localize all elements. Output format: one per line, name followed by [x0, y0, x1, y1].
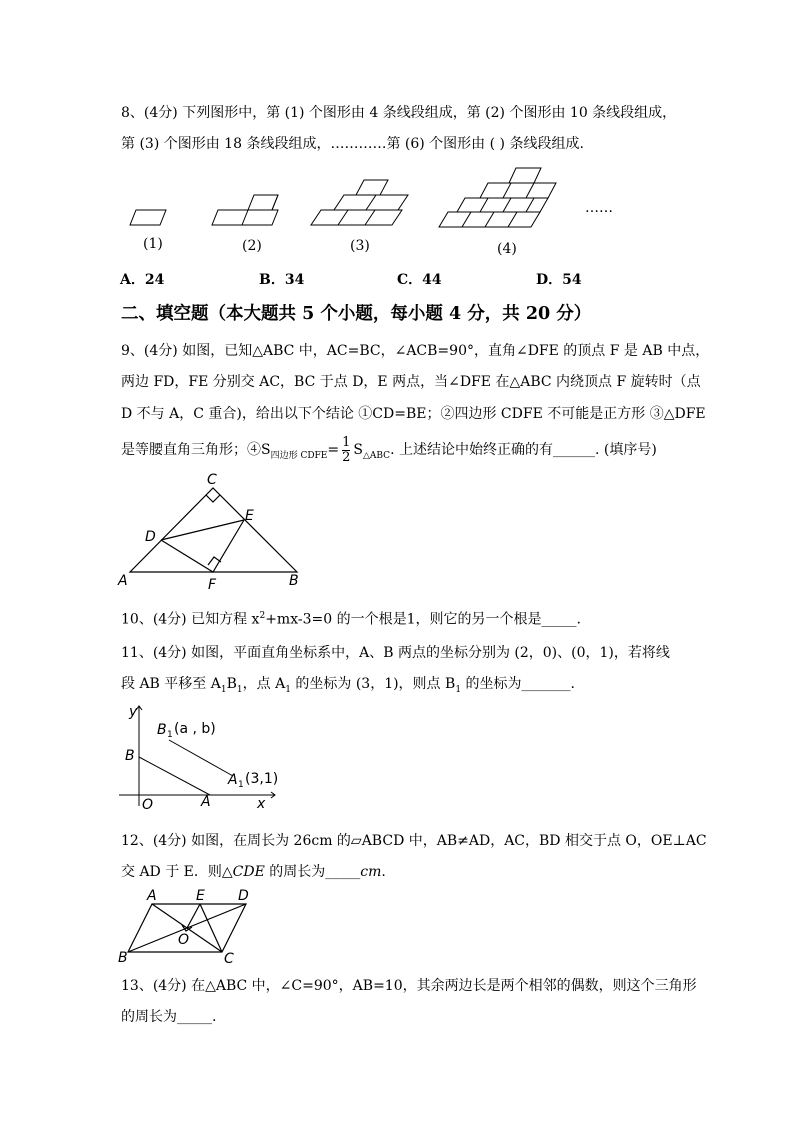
q9-triangle-figure — [115, 470, 315, 592]
q12-label-o: O — [178, 932, 190, 948]
q12-label-a: A — [147, 888, 157, 904]
q10-b: +mx-3=0 的一个根是1，则它的另一个根是_____. — [265, 611, 581, 628]
q8-figures — [120, 170, 640, 260]
q9-line3: D 不与 A，C 重合)，给出以下个结论 ①CD=BE；②四边形 CDFE 不可能是正方形 ③△DFE — [121, 406, 706, 422]
q9-label-b: B — [289, 573, 299, 589]
q8-ellipsis: …… — [585, 200, 613, 216]
q8-line1: 8、(4分) 下列图形中，第 (1) 个图形由 4 条线段组成，第 (2) 个图形由 10 条线段组成， — [121, 105, 677, 121]
q11-line1: 11、(4分) 如图，平面直角坐标系中，A、B 两点的坐标分别为 (2，0)、(0，1)，若将线 — [121, 645, 670, 661]
q9-frac-den: 2 — [342, 449, 351, 465]
q8-option-a: A．24 — [120, 272, 165, 288]
q9-line4-b: . 上述结论中始终正确的有______. (填序号) — [390, 442, 657, 458]
q11-coordinate-figure — [115, 700, 285, 812]
q8-fig4-label: (4) — [497, 241, 517, 257]
q11-label-b: B — [125, 748, 135, 764]
q11-label-a: A — [201, 794, 211, 810]
section-heading: 二、填空题（本大题共 5 个小题，每小题 4 分，共 20 分） — [121, 304, 592, 324]
q11-l2-b: B — [226, 676, 237, 692]
q8-option-b: B．34 — [259, 272, 305, 288]
q8-fig3-label: (3) — [350, 238, 370, 254]
q8-fig1-shape — [130, 210, 166, 225]
q11-label-o: O — [142, 797, 154, 813]
q11-line2 — [121, 674, 575, 700]
q12-l2-b: 的周长为_____ — [264, 864, 361, 880]
q11-l2-s2: 1 — [236, 684, 243, 695]
q9-line4-sub: 四边形 CDFE — [270, 450, 328, 461]
q8-option-c: C．44 — [397, 272, 442, 288]
q9-label-a: A — [118, 573, 128, 589]
q11-l2-s4: 1 — [455, 684, 462, 695]
q12-label-d: D — [238, 888, 249, 904]
q13-line2: 的周长为_____. — [121, 1009, 217, 1025]
q9-right-angle-f — [208, 557, 221, 565]
q10-sup: 2 — [259, 611, 266, 621]
q9-line4 — [121, 433, 657, 473]
q8-line2: 第 (3) 个图形由 18 条线段组成，…………第 (6) 个图形由 ( ) 条线段组成. — [121, 136, 584, 152]
q9-line4-eq: = — [327, 442, 340, 458]
q12-l2-c: . — [381, 864, 386, 880]
q11-label-b1-coord: (a , b) — [174, 721, 216, 737]
q8-option-d: D．54 — [536, 272, 582, 288]
q12-l2-a: 交 AD 于 E．则△ — [121, 864, 233, 880]
q11-l2-c: ，点 A — [242, 676, 286, 692]
q12-segment-oe — [187, 904, 200, 928]
q11-label-y: y — [129, 704, 138, 720]
q9-right-angle-c — [206, 495, 220, 502]
q9-line4-a: 是等腰直角三角形；④S — [121, 442, 271, 458]
q11-label-a1-coord: (3,1) — [245, 771, 279, 787]
q11-segment-a1b1 — [169, 740, 233, 776]
q11-l2-d: 的坐标为 (3，1)，则点 B — [290, 676, 456, 692]
q8-fig3-shape — [311, 180, 408, 225]
q12-l2-cm: cm — [360, 864, 382, 880]
q12-label-b: B — [118, 950, 128, 966]
q9-label-e: E — [245, 508, 254, 524]
q11-l2-e: 的坐标为_______. — [461, 676, 575, 692]
q9-segment-de — [161, 520, 244, 540]
q8-fig2-label: (2) — [242, 238, 262, 254]
q9-line1: 9、(4分) 如图，已知△ABC 中，AC=BC，∠ACB=90°，直角∠DFE 的顶点 F 是 AB 中点， — [121, 343, 710, 359]
q12-line1: 12、(4分) 如图，在周长为 26cm 的▱ABCD 中，AB≠AD，AC，BD 相交于点 O，OE⊥AC — [121, 833, 707, 849]
q11-label-a1: A — [228, 772, 238, 788]
q11-label-b1-sub: 1 — [167, 730, 173, 740]
q11-label-b1: B — [157, 722, 167, 738]
q9-line4-sub2: △ABC — [362, 450, 391, 461]
q11-segment-ab — [139, 757, 210, 795]
q11-label-a1-sub: 1 — [238, 780, 244, 790]
q9-line2: 两边 FD，FE 分别交 AC，BC 于点 D，E 两点，当∠DFE 在△ABC 内绕顶点 F 旋转时（点 — [121, 374, 701, 390]
q9-fraction — [342, 436, 350, 465]
q9-line4-s: S — [353, 442, 363, 458]
q8-fig4-shape — [439, 168, 556, 227]
q9-label-c: C — [207, 472, 217, 488]
q11-l2-a: 段 AB 平移至 A — [121, 676, 221, 692]
q9-label-f: F — [208, 577, 217, 593]
q10-line — [121, 606, 581, 630]
q9-label-d: D — [145, 529, 156, 545]
q13-line1: 13、(4分) 在△ABC 中，∠C=90°，AB=10，其余两边长是两个相邻的偶数，则这个三角形 — [121, 978, 697, 994]
q8-fig2-shape — [212, 195, 278, 225]
q12-label-e: E — [196, 888, 205, 904]
q10-a: 10、(4分) 已知方程 x — [121, 611, 260, 628]
q11-label-x: x — [257, 796, 266, 812]
q12-l2-cde: CDE — [232, 864, 265, 880]
q8-fig1-label: (1) — [143, 236, 163, 252]
q9-frac-num: 1 — [342, 434, 351, 450]
q11-l2-s1: 1 — [220, 684, 227, 695]
q12-parallelogram-figure — [116, 888, 256, 968]
q11-l2-s3: 1 — [285, 684, 291, 695]
q12-line2 — [121, 862, 386, 882]
q12-label-c: C — [224, 951, 234, 967]
